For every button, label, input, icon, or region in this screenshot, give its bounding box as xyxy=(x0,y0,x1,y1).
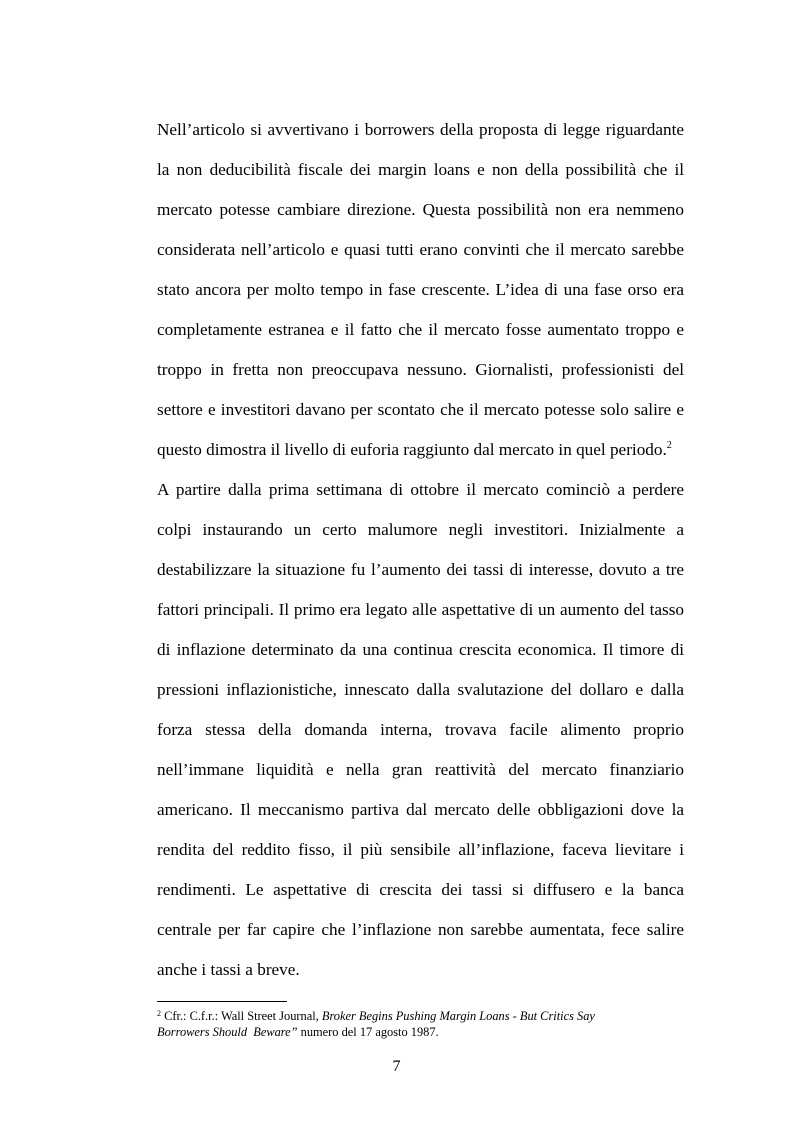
page-number: 7 xyxy=(392,1058,401,1075)
body-text-line: mercato potesse cambiare direzione. Questa possibilità non era nemmeno xyxy=(157,200,684,219)
body-text-line: centrale per far capire che l’inflazione non sarebbe aumentata, fece salire xyxy=(157,920,684,939)
footnote-separator xyxy=(157,1001,287,1002)
body-text-line: stato ancora per molto tempo in fase crescente. L’idea di una fase orso era xyxy=(157,280,684,299)
body-text-line: rendimenti. Le aspettative di crescita dei tassi si diffusero e la banca xyxy=(157,880,684,899)
body-text-line: considerata nell’articolo e quasi tutti erano convinti che il mercato sarebbe xyxy=(157,240,684,259)
body-text-line: anche i tassi a breve. xyxy=(157,960,300,979)
footnote-line xyxy=(157,1024,439,1040)
body-text-line: colpi instaurando un certo malumore negli investitori. Inizialmente a xyxy=(157,520,684,539)
body-text-line: rendita del reddito fisso, il più sensibile all’inflazione, faceva lievitare i xyxy=(157,840,684,859)
footnote-line xyxy=(157,1008,595,1024)
body-text-line: pressioni inflazionistiche, innescato dalla svalutazione del dollaro e dalla xyxy=(157,680,684,699)
body-text-line-content: questo dimostra il livello di euforia raggiunto dal mercato in quel periodo. xyxy=(157,440,667,459)
footnote-article-title-cont: Borrowers Should Beware” xyxy=(157,1025,298,1039)
body-text-line: troppo in fretta non preoccupava nessuno. Giornalisti, professionisti del xyxy=(157,360,684,379)
footnote-article-title: Broker Begins Pushing Margin Loans - But Critics Say xyxy=(321,1009,595,1023)
body-text-line: americano. Il meccanismo partiva dal mercato delle obbligazioni dove la xyxy=(157,800,684,819)
body-text-line: la non deducibilità fiscale dei margin loans e non della possibilità che il xyxy=(157,160,684,179)
footnote-text: Cfr.: C.f.r.: Wall Street Journal, xyxy=(161,1009,322,1023)
body-text-line: settore e investitori davano per scontato che il mercato potesse solo salire e xyxy=(157,400,684,419)
body-text-line xyxy=(157,440,684,460)
body-text-line: A partire dalla prima settimana di ottobre il mercato cominciò a perdere xyxy=(157,480,684,499)
body-text-line: nell’immane liquidità e nella gran reattività del mercato finanziario xyxy=(157,760,684,779)
body-text-line: fattori principali. Il primo era legato alle aspettative di un aumento del tasso xyxy=(157,600,684,619)
footnote-reference: 2 xyxy=(666,440,672,451)
footnote-number: 2 xyxy=(157,1009,161,1018)
body-text-line: forza stessa della domanda interna, trovava facile alimento proprio xyxy=(157,720,684,739)
body-text-line: completamente estranea e il fatto che il mercato fosse aumentato troppo e xyxy=(157,320,684,339)
body-text-line: Nell’articolo si avvertivano i borrowers della proposta di legge riguardante xyxy=(157,120,684,139)
body-text-line: destabilizzare la situazione fu l’aumento dei tassi di interesse, dovuto a tre xyxy=(157,560,684,579)
footnote-text: numero del 17 agosto 1987. xyxy=(297,1025,439,1039)
body-text-line: di inflazione determinato da una continua crescita economica. Il timore di xyxy=(157,640,684,659)
